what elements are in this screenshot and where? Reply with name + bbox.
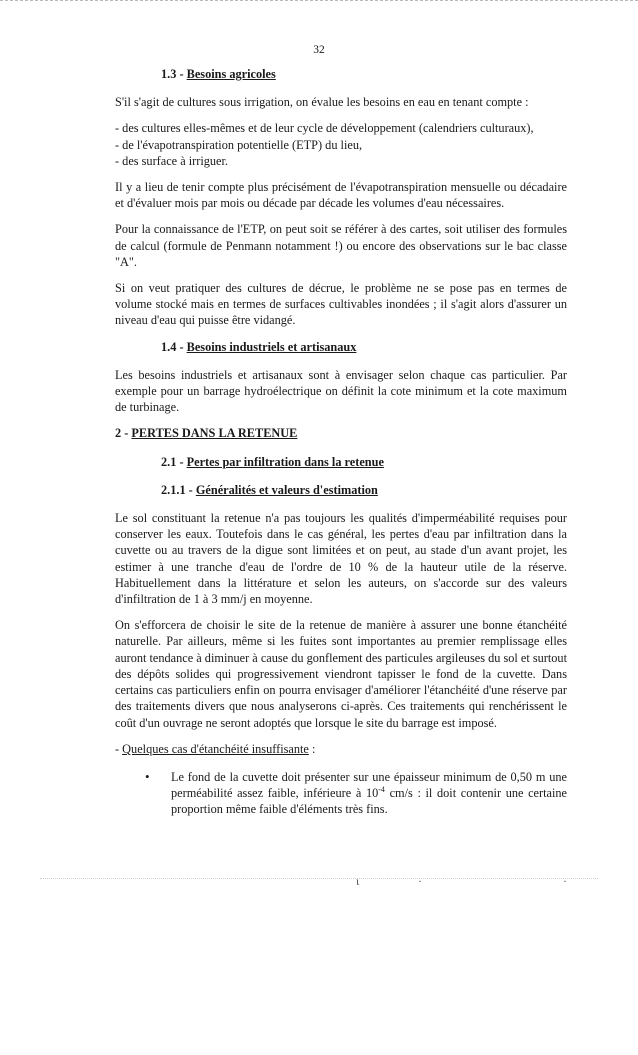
paragraph-site-choice: On s'efforcera de choisir le site de la retenue de manière à assurer une bonne étanchéité naturelle. Par ailleurs, même si les fuites sont importantes au premier remplissage elles auront tendance à diminuer à cause du gonflement des particules argileuses du sol et surtout des dépôts solides qui progressivement viendront tapisser le fond de la cuvette. Dans certains cas particuliers enfin on pourra envisager d'améliorer l'étanchéité d'une réserve par des traitements divers que nous analyserons ci-après. Ces traitements qui renchérissent le coût d'un ouvrage ne seront adoptés que lorsque le site du barrage est imposé.	[115, 618, 567, 730]
list-item: - des surface à irriguer.	[115, 153, 229, 168]
scan-border-top	[0, 0, 638, 3]
cases-colon: :	[308, 741, 316, 756]
scan-border-bottom	[40, 878, 598, 879]
list-item: - des cultures elles-mêmes et de leur cycle de développement (calendriers culturaux),	[115, 121, 534, 136]
bullet-text-end: cm/s : il doit contenir une certaine proportion même faible d'éléments très fins.	[171, 786, 567, 817]
scan-mark: ·	[418, 874, 422, 888]
section-2-1-title: Pertes par infiltration dans la retenue	[186, 454, 384, 469]
section-1-4-heading	[115, 339, 567, 355]
list-item: - de l'évapotranspiration potentielle (ETP) du lieu,	[115, 137, 363, 152]
section-1-4-title: Besoins industriels et artisanaux	[186, 339, 357, 354]
paragraph-etp: Pour la connaissance de l'ETP, on peut soit se référer à des cartes, soit utiliser des formules de calcul (formule de Penmann notamment !) ou encore des observations sur le bac classe "A".	[115, 222, 567, 269]
paragraph-industrial: Les besoins industriels et artisanaux sont à envisager selon chaque cas particulier. Par exemple pour un barrage hydroélectrique on définit la cote minimum et la cote maximum de turbinage.	[115, 367, 567, 415]
scan-mark: ι	[356, 874, 360, 888]
section-2-number: 2 -	[115, 426, 132, 441]
section-1-4-number: 1.4 -	[161, 339, 187, 354]
scan-mark: ·	[563, 874, 567, 888]
insufficient-cases-label	[115, 741, 567, 757]
cases-dash: -	[115, 741, 123, 756]
section-1-3-heading	[115, 66, 567, 82]
section-1-3-title: Besoins agricoles	[186, 67, 276, 81]
bullet-item	[145, 769, 567, 818]
paragraph-irrigation-intro: S'il s'agit de cultures sous irrigation, on évalue les besoins en eau en tenant compte :	[115, 95, 529, 110]
section-2-1-1-number: 2.1.1 -	[161, 482, 196, 497]
section-2-1-1-title: Généralités et valeurs d'estimation	[195, 482, 378, 497]
bullet-text	[171, 769, 567, 818]
section-2-1-heading	[115, 454, 567, 470]
bullet-icon: •	[145, 768, 150, 784]
section-1-3-number: 1.3 -	[161, 67, 187, 81]
page-number: 32	[313, 44, 325, 56]
paragraph-infiltration: Le sol constituant la retenue n'a pas toujours les qualités d'imperméabilité requises pour conserver les eaux. Toutefois dans le cas général, les pertes d'eau par infiltration dans la cuvette ou au travers de la digue sont limitées et on peut, au stade d'un avant projet, les estimer à une tranche d'eau de l'ordre de 10 % de la hauteur utile de la réserve. Habituellement dans la littérature et selon les auteurs, on s'accorde sur des valeurs d'infiltration de 1 à 3 mm/j en moyenne.	[115, 511, 567, 607]
section-2-title: PERTES DANS LA RETENUE	[131, 426, 298, 441]
section-2-heading	[115, 425, 567, 441]
document-body	[115, 66, 567, 818]
cases-title: Quelques cas d'étanchéité insuffisante	[122, 741, 309, 756]
exponent: -4	[378, 785, 385, 795]
section-2-1-1-heading	[115, 482, 567, 498]
bullet-text-start: Le fond de la cuvette doit présenter sur une épaisseur minimum de 0,50 m une perméabilité assez faible, inférieure à 10	[171, 769, 567, 801]
paragraph-decrue: Si on veut pratiquer des cultures de décrue, le problème ne se pose pas en termes de volume stocké mais en termes de surfaces cultivables inondées ; il s'agit alors d'assurer un niveau d'eau qui puisse être vidangé.	[115, 281, 567, 328]
paragraph-evapotranspiration: Il y a lieu de tenir compte plus précisément de l'évapotranspiration mensuelle ou décadaire et d'évaluer mois par mois ou décade par décade les volumes d'eau nécessaires.	[115, 180, 567, 211]
section-2-1-number: 2.1 -	[161, 454, 187, 469]
needs-list	[115, 120, 567, 169]
